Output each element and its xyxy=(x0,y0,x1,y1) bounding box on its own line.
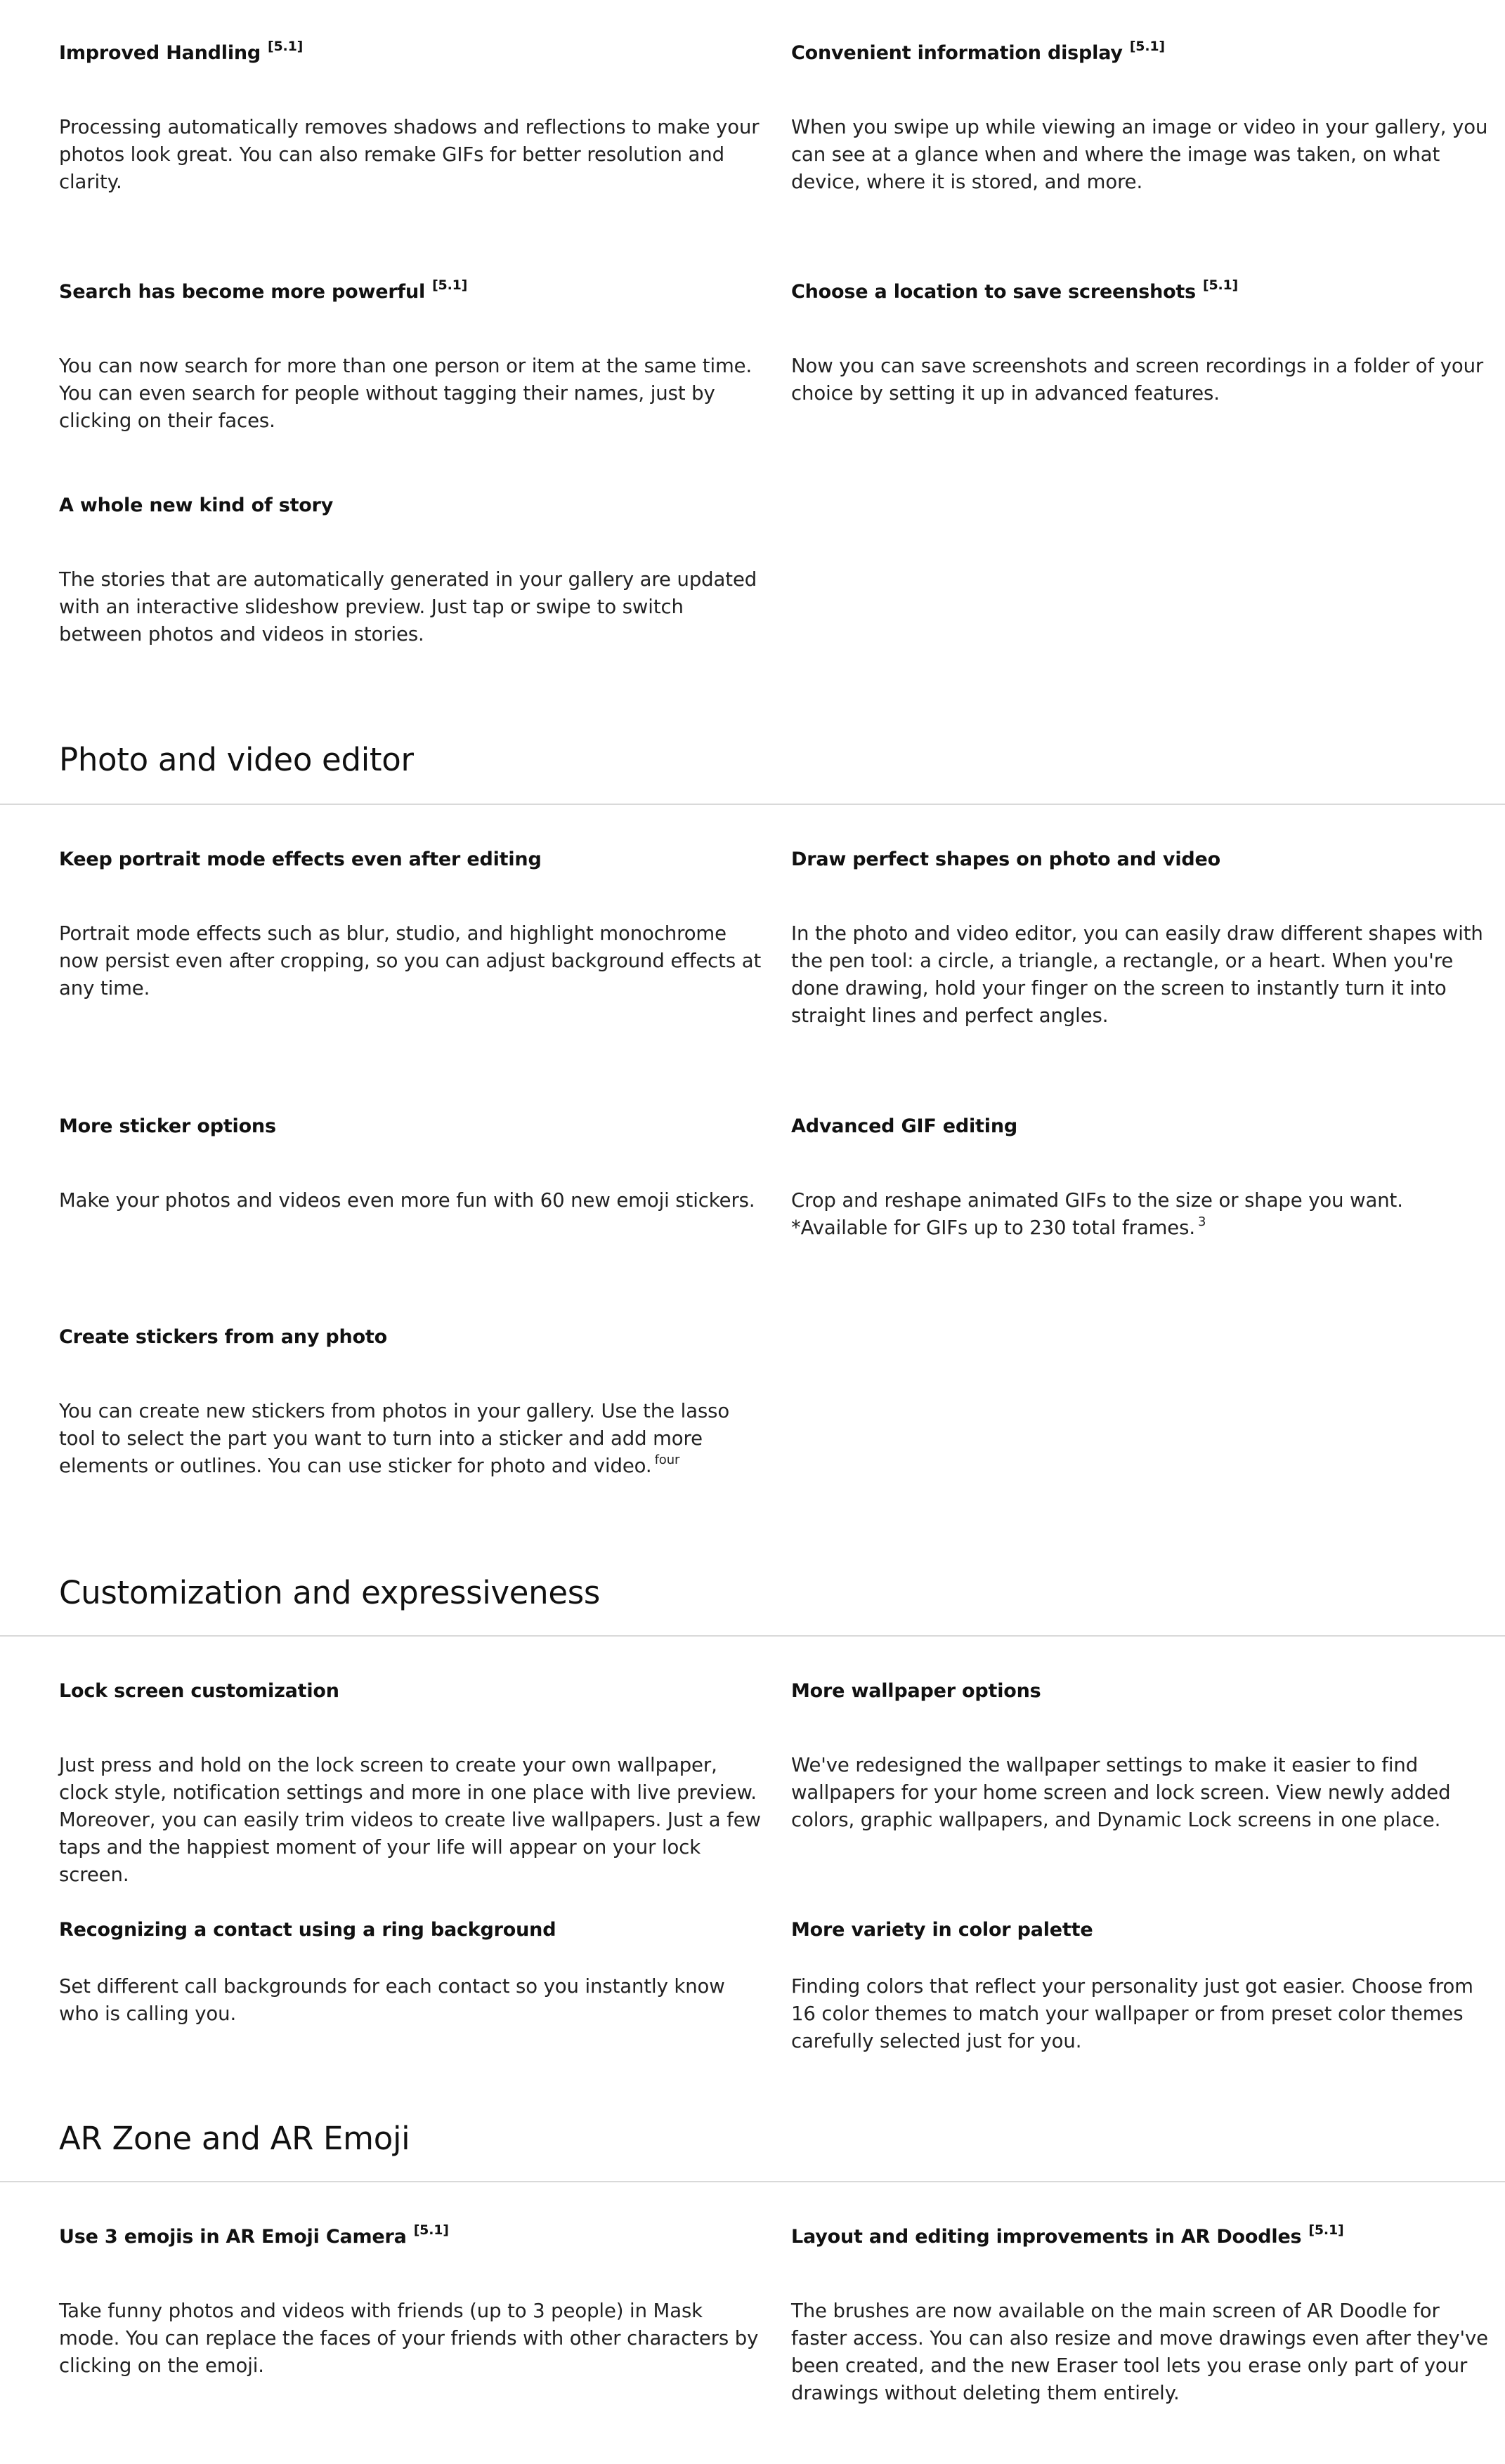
feature-title: Improved Handling [5.1] xyxy=(59,39,304,64)
feature-title: Search has become more powerful [5.1] xyxy=(59,277,468,303)
feature-description: Portrait mode effects such as blur, studio, and highlight monochrome now persist even after cropping, so you can adjust background effects at any time. xyxy=(59,922,762,1000)
section-divider xyxy=(0,2181,1505,2182)
feature-gif xyxy=(791,1114,1501,1242)
feature-description: Take funny photos and videos with friends (up to 3 people) in Mask mode. You can replace the faces of your friends with other characters by clicking on the emoji. xyxy=(59,2300,759,2377)
feature-description: Crop and reshape animated GIFs to the size or shape you want. *Available for GIFs up to 230 total frames. $^3$ xyxy=(791,1189,1403,1239)
feature-create-stickers xyxy=(59,1325,769,1480)
version-badge: [5.1] xyxy=(268,39,304,54)
feature-title: Layout and editing improvements in AR Doodles [5.1] xyxy=(791,2222,1344,2248)
version-badge: [5.1] xyxy=(1308,2222,1344,2238)
feature-lock-screen xyxy=(59,1679,769,1889)
feature-description: Just press and hold on the lock screen to create your own wallpaper, clock style, notification settings and more in one place with live preview. Moreover, you can easily trim videos to create live wallpapers. Just a few taps and the happiest moment of your life will appear on your lock screen. xyxy=(59,1754,761,1886)
feature-description: In the photo and video editor, you can easily draw different shapes with the pen tool: a circle, a triangle, a rectangle, or a heart. When you're done drawing, hold your finger on the screen to instantly turn it into straight lines and perfect angles. xyxy=(791,922,1483,1027)
feature-ring-background xyxy=(59,1918,769,2028)
feature-info-display xyxy=(791,41,1501,196)
version-badge: [5.1] xyxy=(413,2222,449,2238)
feature-title: Create stickers from any photo xyxy=(59,1326,387,1348)
feature-story xyxy=(59,493,769,648)
feature-description: You can create new stickers from photos in your gallery. Use the lasso tool to select the part you want to turn into a sticker and add more elements or outlines. You can use sticker for photo and video. $^{four}$ xyxy=(59,1400,730,1477)
feature-description: Processing automatically removes shadows and reflections to make your photos look great. You can also remake GIFs for better resolution and clarity. xyxy=(59,116,760,193)
feature-title: Advanced GIF editing xyxy=(791,1115,1017,1137)
feature-portrait xyxy=(59,847,769,1002)
feature-title: A whole new kind of story xyxy=(59,494,334,516)
feature-improved-handling xyxy=(59,41,769,196)
feature-title: More wallpaper options xyxy=(791,1680,1041,1702)
section-heading-editor: Photo and video editor xyxy=(59,741,414,778)
feature-description: The stories that are automatically generated in your gallery are updated with an interactive slideshow preview. Just tap or swipe to switch between photos and videos in stories. xyxy=(59,568,757,646)
feature-ar-emojis xyxy=(59,2224,769,2380)
feature-title: Recognizing a contact using a ring background xyxy=(59,1919,556,1941)
feature-description: We've redesigned the wallpaper settings to make it easier to find wallpapers for your home screen and lock screen. View newly added colors, graphic wallpapers, and Dynamic Lock screens in one place. xyxy=(791,1754,1451,1831)
feature-title: More sticker options xyxy=(59,1115,276,1137)
feature-search xyxy=(59,277,769,435)
feature-shapes xyxy=(791,847,1501,1030)
feature-screenshots xyxy=(791,277,1501,407)
feature-description: Finding colors that reflect your personality just got easier. Choose from 16 color themes to match your wallpaper or from preset color themes carefully selected just for you. xyxy=(791,1975,1473,2052)
version-badge: [5.1] xyxy=(1129,39,1165,54)
footnote-marker: 3 xyxy=(1197,1214,1206,1229)
section-heading-ar: AR Zone and AR Emoji xyxy=(59,2120,410,2157)
feature-wallpaper xyxy=(791,1679,1501,1834)
section-heading-customization: Customization and expressiveness xyxy=(59,1574,601,1611)
feature-description: You can now search for more than one person or item at the same time. You can even search for people without tagging their names, just by clicking on their faces. xyxy=(59,355,752,432)
section-divider xyxy=(0,1635,1505,1637)
feature-title: Convenient information display [5.1] xyxy=(791,39,1165,64)
feature-title: Choose a location to save screenshots [5.1] xyxy=(791,277,1239,303)
feature-description: Make your photos and videos even more fun with 60 new emoji stickers. xyxy=(59,1189,755,1212)
section-divider xyxy=(0,804,1505,805)
feature-description: Set different call backgrounds for each contact so you instantly know who is calling you. xyxy=(59,1975,725,2025)
feature-title: Lock screen customization xyxy=(59,1680,339,1702)
version-badge: [5.1] xyxy=(1203,277,1239,293)
feature-ar-doodles xyxy=(791,2224,1501,2407)
feature-title: Use 3 emojis in AR Emoji Camera [5.1] xyxy=(59,2222,449,2248)
feature-description: Now you can save screenshots and screen recordings in a folder of your choice by setting it up in advanced features. xyxy=(791,355,1484,405)
feature-title: Draw perfect shapes on photo and video xyxy=(791,848,1220,870)
feature-description: When you swipe up while viewing an image or video in your gallery, you can see at a glance when and where the image was taken, on what device, where it is stored, and more. xyxy=(791,116,1488,193)
feature-title: Keep portrait mode effects even after editing xyxy=(59,848,542,870)
feature-title: More variety in color palette xyxy=(791,1919,1093,1941)
feature-color-palette xyxy=(791,1918,1501,2055)
version-badge: [5.1] xyxy=(432,277,468,293)
feature-description: The brushes are now available on the main screen of AR Doodle for faster access. You can also resize and move drawings even after they've been created, and the new Eraser tool lets you erase only part of your drawings without deleting them entirely. xyxy=(791,2300,1488,2404)
footnote-marker: four xyxy=(654,1453,680,1467)
feature-stickers xyxy=(59,1114,769,1214)
